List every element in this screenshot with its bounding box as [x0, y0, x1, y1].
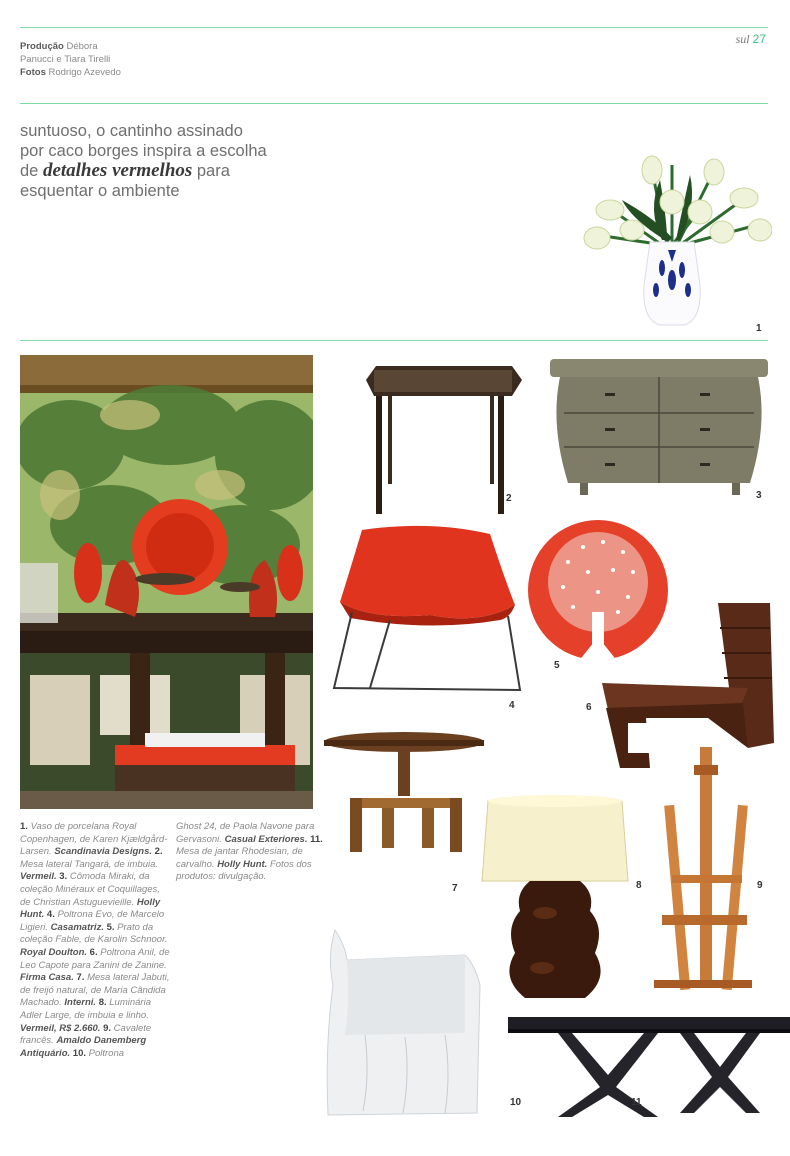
caption-text: Mesa lateral Jabuti, de freijó natural, de Maria Cândida Machado. [20, 972, 170, 1009]
fotos-label: Fotos [20, 67, 46, 78]
caption-brand: Scandinavia Designs. [54, 846, 153, 858]
caption-brand: Vermeil. [20, 871, 57, 883]
caption-brand: Amaldo Danemberg Antiquário. [20, 1035, 147, 1059]
caption-brand: Casamatriz. [50, 921, 104, 933]
vase-tulips-image [572, 150, 772, 335]
headline-emphasis: detalhes vermelhos [42, 160, 193, 181]
caption-number: 3. [59, 871, 68, 883]
caption-text: Ghost 24, de Paola Navone para Gervasoni. [176, 821, 315, 845]
top-rule [20, 27, 768, 28]
armchair-evo [330, 520, 525, 695]
caption-number: 6. [89, 946, 98, 958]
caption-brand: Interni. [64, 997, 97, 1009]
caption-text: Poltrona Anil, de Leo Capote para Zanini de Zanine. [20, 946, 170, 971]
caption-brand: Holly Hunt. [20, 896, 161, 921]
item-number-11: 11 [631, 1097, 642, 1108]
fotos-name: Rodrigo Azevedo [48, 67, 121, 78]
folio [736, 32, 766, 47]
caption-brand: Casual Exteriores. [224, 833, 308, 845]
caption-text: Mesa lateral Tangará, de imbuia. [20, 858, 159, 870]
caption-number: 1. [20, 821, 28, 832]
lamp-adler [480, 793, 630, 1013]
section-rule [20, 340, 768, 341]
item-number-2: 2 [506, 493, 512, 504]
item-number-5: 5 [554, 660, 560, 671]
caption-text: Mesa de jantar Rhodesian, de carvalho. [176, 846, 303, 870]
producao-names-1: Débora [66, 41, 98, 52]
commode-miraki [550, 355, 768, 500]
caption-brand: Firma Casa. [20, 972, 74, 984]
caption-brand: Royal Doulton. [20, 946, 88, 958]
side-table-jabuti [322, 730, 487, 855]
side-table-tangara [362, 362, 524, 518]
credits-block [20, 40, 190, 79]
headline [20, 121, 320, 201]
page-number: 27 [752, 32, 766, 46]
item-number-9: 9 [757, 880, 763, 891]
headline-line3-post: para [192, 162, 230, 180]
headline-line2: por caco borges inspira a escolha [20, 142, 267, 160]
caption-text: Cômoda Miraki, da coleção Minéraux et Coquillages, de Christian Astuguevieille. [20, 871, 160, 908]
item-number-10: 10 [510, 1097, 522, 1108]
producao-label: Produção [20, 41, 64, 52]
item-number-4: 4 [509, 700, 515, 711]
headline-line1: suntuoso, o cantinho assinado [20, 122, 243, 140]
headline-line3-pre: de [20, 162, 43, 180]
caption-number: 11. [310, 833, 323, 845]
caption-column-1 [20, 821, 172, 1060]
producao-names-2: Panucci e Tiara Tirelli [20, 54, 111, 65]
header-rule [20, 103, 768, 104]
caption-number: 8. [98, 997, 107, 1009]
interior-photo [20, 355, 313, 809]
caption-number: 7. [76, 972, 85, 984]
caption-text: Poltrona [86, 1047, 125, 1059]
caption-text: Cavalete francês. [20, 1022, 152, 1047]
caption-number: 5. [106, 921, 115, 933]
caption-number: 4. [46, 909, 55, 921]
caption-text: Poltrona Evo, de Marcelo Ligieri. [20, 909, 165, 933]
caption-number: 2. [154, 846, 163, 858]
caption-text: Prato da coleção Fable, de Karolin Schnoor. [20, 921, 168, 946]
caption-brand: Vermeil, R$ 2.660. [20, 1022, 101, 1034]
item-number-3: 3 [756, 490, 762, 501]
item-number-8: 8 [636, 880, 642, 891]
caption-text: Fotos dos produtos: divulgação. [176, 858, 312, 883]
item-number-7: 7 [452, 883, 458, 894]
caption-brand: Holly Hunt. [217, 858, 268, 870]
folio-word: sul [735, 32, 750, 46]
armchair-ghost [325, 925, 485, 1117]
caption-text: Vaso de porcelana Royal Copenhagen, de Karen Kjældgård-Larsen. [20, 821, 168, 858]
item-number-1: 1 [756, 323, 762, 334]
easel-frances [652, 745, 752, 1007]
caption-number: 9. [103, 1022, 112, 1034]
item-number-6: 6 [586, 702, 592, 713]
caption-text: Luminária Adler Large, de imbuia e linho. [20, 997, 151, 1021]
dining-table-rhodesian [508, 1015, 790, 1120]
caption-number: 10. [72, 1047, 86, 1059]
headline-line4: esquentar o ambiente [20, 182, 180, 200]
caption-column-2 [176, 821, 324, 884]
